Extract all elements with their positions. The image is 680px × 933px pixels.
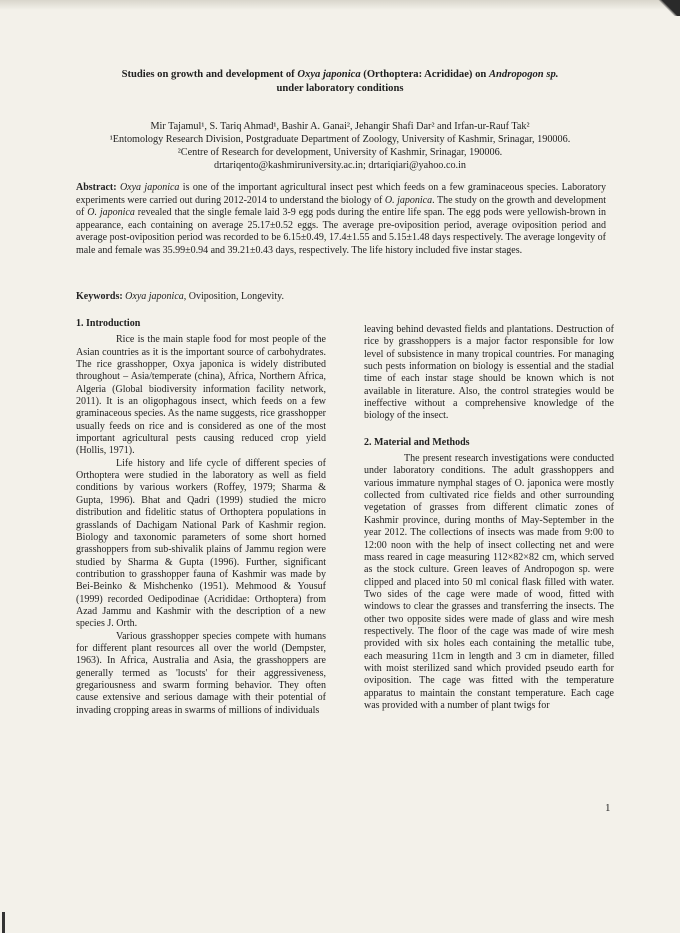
left-column — [76, 318, 326, 717]
scan-margin-mark — [2, 912, 5, 933]
author-list: Mir Tajamul¹, S. Tariq Ahmad¹, Bashir A. Ganai², Jehangir Shafi Dar² and Irfan-ur-Rauf Tak² — [150, 121, 530, 132]
intro-paragraph-1: Rice is the main staple food for most people of the Asian countries as it is the important source of carbohydrates. The rice grasshopper, Oxya japonica is widely distributed throughout – Asia/temperate (china), Africa, Northern Africa, Algeria (Global biodiversity information facility network, 2011). It is an oligophagous insect, which feeds on a few graminaceous species. As the name suggests, rice grasshopper usually feeds on rice and is considered as one of the most important agricultural pests causing reduced crop yield (Hollis, 1971). — [76, 334, 326, 457]
intro-paragraph-continued: leaving behind devasted fields and plantations. Destruction of rice by grasshoppers is a major factor responsible for low level of subsistence in many tropical countries. For managing such pests information on biology is essential and the stadial time of each instar stage should be known which is not available in literature. Also, the control strategies would be ineffective without a comprehensive knowledge of the biology of the insect. — [364, 324, 614, 422]
scan-corner-shadow — [656, 0, 680, 16]
abstract: Abstract: Oxya japonica is one of the important agricultural insect pest which feeds on a few graminaceous species. Laboratory experiments were carried out during 2012-2014 to understand the biology of O. japonica. The study on the growth and development of O. japonica revealed that the single female laid 3-9 egg pods during the entire life span. The egg pods were yellowish-brown in appearance, each containing on average 25.17±0.52 eggs. The average pre-oviposition period, average oviposition period and average post-oviposition period was recorded to be 6.15±0.49, 17.4±1.55 and 5.15±1.48 days respectively. The average longevity of male and female was 35.99±0.94 and 39.21±0.43 days, respectively. The life history included five instar stages. — [76, 182, 607, 256]
affiliation-2: ²Centre of Research for development, University of Kashmir, Srinagar, 190006. — [177, 147, 503, 158]
keywords-label: Keywords: — [76, 291, 123, 302]
intro-heading: 1. Introduction — [76, 318, 141, 329]
intro-paragraph-2: Life history and life cycle of different species of Orthoptera were studied in the laboratory as well as field conditions by various workers (Roffey, 1979; Sharma & Gupta, 1996). Bhat and Qadri (1999) studied the micro distribution and fidelitic status of Orthoptera populations in grasslands of Dachigam National Park of Kashmir region. Biology and taxonomic parameters of some short horned grasshoppers from sub-shivalik plains of Jammu region were studied by Sharma & Gupta (1996). Further, significant contribution to grasshopper fauna of Kashmir was made by Bei-Beinko & Mishchenko (1951). Mehmood & Yousuf (1999) recorded Oedipodinae (Acrididae: Orthoptera) from Azad Jammu and Kashmir with the description of a new species J. Orth. — [76, 457, 326, 630]
abstract-label: Abstract: — [76, 182, 117, 193]
right-column — [364, 324, 614, 712]
keywords: Keywords: Oxya japonica, Oviposition, Longevity. — [76, 291, 284, 302]
page-number: 1 — [605, 802, 611, 814]
paper-title: Studies on growth and development of Oxya japonica (Orthoptera: Acrididae) on Andropogon sp. under laboratory conditions — [121, 69, 559, 94]
author-emails: drtariqento@kashmiruniversity.ac.in; drtariqiari@yahoo.co.in — [213, 160, 467, 171]
methods-paragraph-1: The present research investigations were conducted under laboratory conditions. The adult grasshoppers and various immature nymphal stages of O. japonica were mostly collected from cultivated rice fields and other surrounding vegetation of grasses from different climatic zones of Kashmir province, during months of May-September in the year 2012. The collections of insects was made from 9:00 to 12:00 noon with the help of insect collecting net and were mass reared in cage measuring 112×82×82 cm, which served as the stock culture. Green leaves of Andropogon sp. were clipped and placed into 50 ml conical flask filled with water. Two sides of the cage were made of wood, fitted with windows to clear the grasses and transferring the insects. The other two opposite sides were made of glass and wire mesh respectively. The floor of the cage was made of wire mesh provided with six holes each containing the metallic tube, each measuring 11cm in length and 3 cm in diameter, filled with moist sterilized sand which provided pseudo earth for oviposition. The cage was fitted with the temperature apparatus to maintain the constant temperature. Each cage was provided with a number of plant twigs for — [364, 453, 614, 711]
methods-heading: 2. Material and Methods — [364, 436, 470, 448]
affiliation-1: ¹Entomology Research Division, Postgraduate Department of Zoology, University of Kashmir, Srinagar, 190006. — [109, 134, 571, 145]
author-block — [60, 120, 620, 172]
intro-paragraph-3: Various grasshopper species compete with humans for different plant resources all over the world (Dempster, 1963). In Africa, Australia and Asia, the grasshoppers are generally termed as 'locusts' for their aggressiveness, gregariousness and swarm forming behavior. They often cause extensive and serious damage with their potential of invading cropping areas in swarms of millions of individuals — [76, 630, 326, 716]
scan-edge — [0, 0, 680, 10]
